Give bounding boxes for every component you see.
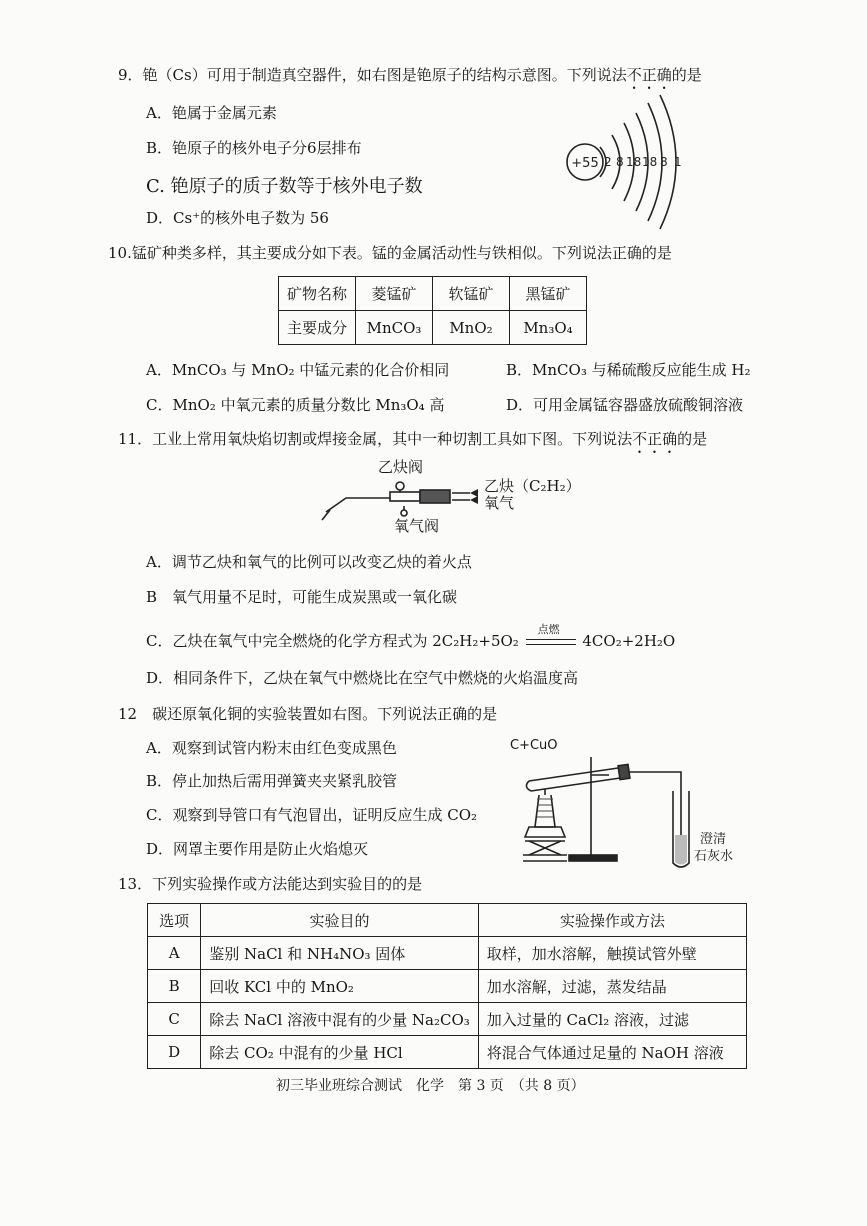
table-cell: 取样，加水溶解，触摸试管外壁 <box>478 937 746 970</box>
q10-stem: 10.锰矿种类多样，其主要成分如下表。锰的金属活动性与铁相似。下列说法正确的是 <box>108 244 672 262</box>
table-row <box>148 970 747 1003</box>
q11-option-c-lhs: C．乙炔在氧气中完全燃烧的化学方程式为 2C₂H₂+5O₂ <box>146 632 519 650</box>
q12-option-d: D．网罩主要作用是防止火焰熄灭 <box>146 840 369 858</box>
condition-label: 点燃 <box>537 623 560 636</box>
shell-4-count: 18 <box>642 155 658 169</box>
shell-5-count: 8 <box>660 155 668 169</box>
table-header-cell: 实验目的 <box>201 904 479 937</box>
table-cell: 矿物名称 <box>279 277 356 311</box>
torch-oxygen-valve-label: 氧气阀 <box>394 517 440 535</box>
q11-option-d: D．相同条件下，乙炔在氧气中燃烧比在空气中燃烧的火焰温度高 <box>146 669 579 687</box>
table-cell: Mn₃O₄ <box>510 311 587 345</box>
torch-acetylene-label: 乙炔（C₂H₂） <box>484 477 581 495</box>
table-cell: 加水溶解，过滤，蒸发结晶 <box>478 970 746 1003</box>
table-cell: 加入过量的 CaCl₂ 溶液，过滤 <box>478 1003 746 1036</box>
table-header-cell: 实验操作或方法 <box>478 904 746 937</box>
q9-option-c: C. 铯原子的质子数等于核外电子数 <box>146 176 423 197</box>
shell-3-count: 18 <box>626 155 642 169</box>
shell-1-count: 2 <box>604 155 612 169</box>
equation-double-bar <box>526 639 576 645</box>
q10-option-a: A．MnCO₃ 与 MnO₂ 中锰元素的化合价相同 <box>146 361 450 379</box>
q11-stem-end: 的是 <box>677 430 708 448</box>
table-header-cell: 选项 <box>148 904 201 937</box>
q11-stem-text: 11．工业上常用氧炔焰切割或焊接金属，其中一种切割工具如下图。下列说法 <box>118 430 633 448</box>
apparatus-limewater-label-2: 石灰水 <box>694 849 734 864</box>
q11-stem <box>118 428 707 457</box>
q11-stem-emphasis: 不正确 <box>632 430 678 448</box>
q9-stem-emphasis: 不正确 <box>626 66 672 84</box>
table-cell: A <box>148 937 201 970</box>
table-cell: C <box>148 1003 201 1036</box>
table-cell: 将混合气体通过足量的 NaOH 溶液 <box>478 1036 746 1069</box>
table-cell: MnO₂ <box>433 311 510 345</box>
q9-stem-text: 9．铯（Cs）可用于制造真空器件，如右图是铯原子的结构示意图。下列说法 <box>118 66 627 84</box>
table-cell: 软锰矿 <box>433 277 510 311</box>
table-cell: D <box>148 1036 201 1069</box>
q9-option-b: B．铯原子的核外电子分6层排布 <box>146 139 362 157</box>
q12-stem: 12 碳还原氧化铜的实验装置如右图。下列说法正确的是 <box>118 705 498 723</box>
table-cell: 主要成分 <box>279 311 356 345</box>
table-cell: 除去 NaCl 溶液中混有的少量 Na₂CO₃ <box>201 1003 479 1036</box>
table-row <box>148 1036 747 1069</box>
q10-option-b: B．MnCO₃ 与稀硫酸反应能生成 H₂ <box>506 361 751 379</box>
page-footer: 初三毕业班综合测试 化学 第 3 页 （共 8 页） <box>276 1078 585 1094</box>
table-cell: 黑锰矿 <box>510 277 587 311</box>
table-cell: 鉴别 NaCl 和 NH₄NO₃ 固体 <box>201 937 479 970</box>
q9-stem-end: 的是 <box>671 66 702 84</box>
q12-option-a: A．观察到试管内粉末由红色变成黑色 <box>146 739 397 757</box>
table-row <box>279 311 587 345</box>
q11-option-b: B 氧气用量不足时，可能生成炭黑或一氧化碳 <box>146 588 458 606</box>
table-cell: 回收 KCl 中的 MnO₂ <box>201 970 479 1003</box>
q10-mineral-table <box>278 276 587 345</box>
q9-option-a: A．铯属于金属元素 <box>146 104 277 122</box>
q9-option-d: D．Cs⁺的核外电子数为 56 <box>146 209 329 227</box>
table-cell: 除去 CO₂ 中混有的少量 HCl <box>201 1036 479 1069</box>
table-row <box>148 937 747 970</box>
q12-option-c: C．观察到导管口有气泡冒出，证明反应生成 CO₂ <box>146 806 478 824</box>
q11-option-a: A．调节乙炔和氧气的比例可以改变乙炔的着火点 <box>146 553 472 571</box>
table-cell: MnCO₃ <box>356 311 433 345</box>
q11-option-c <box>146 623 676 651</box>
table-cell: 菱锰矿 <box>356 277 433 311</box>
carbon-reduction-apparatus <box>515 755 715 870</box>
atom-nucleus-label: +55 <box>571 156 599 171</box>
apparatus-limewater-label-1: 澄清 <box>700 832 727 847</box>
table-header-row <box>148 904 747 937</box>
equation-condition <box>524 623 578 649</box>
q10-option-d: D．可用金属锰容器盛放硫酸铜溶液 <box>506 396 744 414</box>
table-cell: B <box>148 970 201 1003</box>
cesium-atom-diagram <box>560 92 700 232</box>
apparatus-reactants-label: C+CuO <box>510 738 558 753</box>
q13-options-table <box>147 903 747 1069</box>
table-row <box>279 277 587 311</box>
torch-acetylene-valve-label: 乙炔阀 <box>378 458 424 476</box>
torch-oxygen-label: 氧气 <box>484 494 515 512</box>
q9-stem <box>118 64 702 93</box>
q10-option-c: C．MnO₂ 中氧元素的质量分数比 Mn₃O₄ 高 <box>146 396 445 414</box>
q11-option-c-rhs: 4CO₂+2H₂O <box>582 632 676 650</box>
table-row <box>148 1003 747 1036</box>
q13-stem: 13．下列实验操作或方法能达到实验目的的是 <box>118 875 423 893</box>
shell-6-count: 1 <box>674 155 682 169</box>
shell-2-count: 8 <box>616 155 624 169</box>
q12-option-b: B．停止加热后需用弹簧夹夹紧乳胶管 <box>146 772 398 790</box>
